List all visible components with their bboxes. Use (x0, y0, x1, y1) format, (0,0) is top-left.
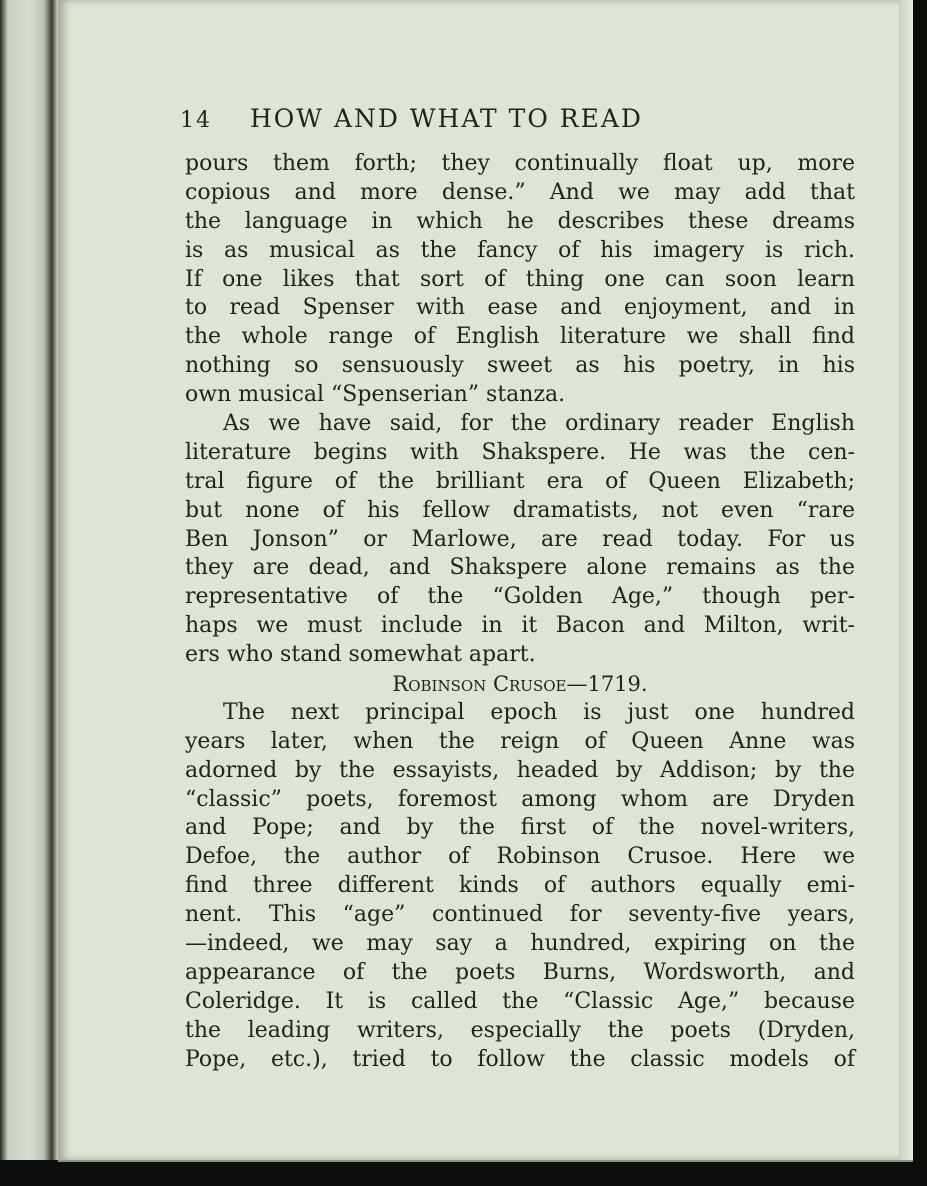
text-line: representative of the “Golden Age,” though per- (185, 584, 855, 610)
text-line: own musical “Spenserian” stanza. (185, 382, 566, 408)
facing-page-edge (0, 0, 58, 1160)
section-heading: Robinson Crusoe—1719. (392, 672, 648, 697)
text-line: to read Spenser with ease and enjoyment, and in (185, 295, 855, 321)
text-line: years later, when the reign of Queen Anne was (185, 728, 855, 754)
text-line: “classic” poets, foremost among whom are Dryden (185, 786, 855, 812)
text-line: and Pope; and by the first of the novel-writers, (185, 815, 855, 841)
running-title: HOW AND WHAT TO READ (250, 104, 643, 133)
text-line: find three different kinds of authors equally emi- (185, 873, 855, 899)
text-line: appearance of the poets Burns, Wordsworth, and (185, 959, 855, 985)
page-edge (899, 0, 913, 1160)
text-line: ers who stand somewhat apart. (185, 642, 536, 668)
text-line: the language in which he describes these dreams (185, 208, 855, 234)
text-line: Ben Jonson” or Marlowe, are read today. For us (185, 526, 855, 552)
text-line: pours them forth; they continually float up, more (185, 151, 855, 176)
text-line: the whole range of English literature we shall find (185, 324, 855, 350)
text-line: nothing so sensuously sweet as his poetry, in his (185, 353, 855, 379)
text-line: Pope, etc.), tried to follow the classic models of (185, 1046, 855, 1072)
text-line: —indeed, we may say a hundred, expiring on the (185, 931, 855, 957)
text-line: The next principal epoch is just one hundred (223, 699, 855, 725)
running-header (180, 104, 780, 140)
text-line: Defoe, the author of Robinson Crusoe. Here we (185, 844, 855, 870)
text-line: they are dead, and Shakspere alone remains as the (185, 555, 855, 581)
page-body (185, 150, 855, 1075)
text-line: literature begins with Shakspere. He was the cen- (185, 439, 855, 465)
text-line: adorned by the essayists, headed by Addison; by the (185, 757, 855, 783)
text-line: tral figure of the brilliant era of Queen Elizabeth; (185, 468, 855, 494)
text-line: nent. This “age” continued for seventy-five years, (185, 902, 855, 928)
text-line: As we have said, for the ordinary reader English (223, 411, 855, 437)
text-line: If one likes that sort of thing one can soon learn (185, 266, 855, 292)
text-line: is as musical as the fancy of his imagery is rich. (185, 237, 855, 263)
text-line: copious and more dense.” And we may add that (185, 179, 855, 205)
text-line: the leading writers, especially the poets (Dryden, (185, 1017, 855, 1043)
page-number: 14 (180, 108, 212, 133)
text-line: but none of his fellow dramatists, not even “rare (185, 497, 855, 523)
text-line: Coleridge. It is called the “Classic Age,” because (185, 988, 855, 1014)
text-line: haps we must include in it Bacon and Milton, writ- (185, 613, 855, 639)
